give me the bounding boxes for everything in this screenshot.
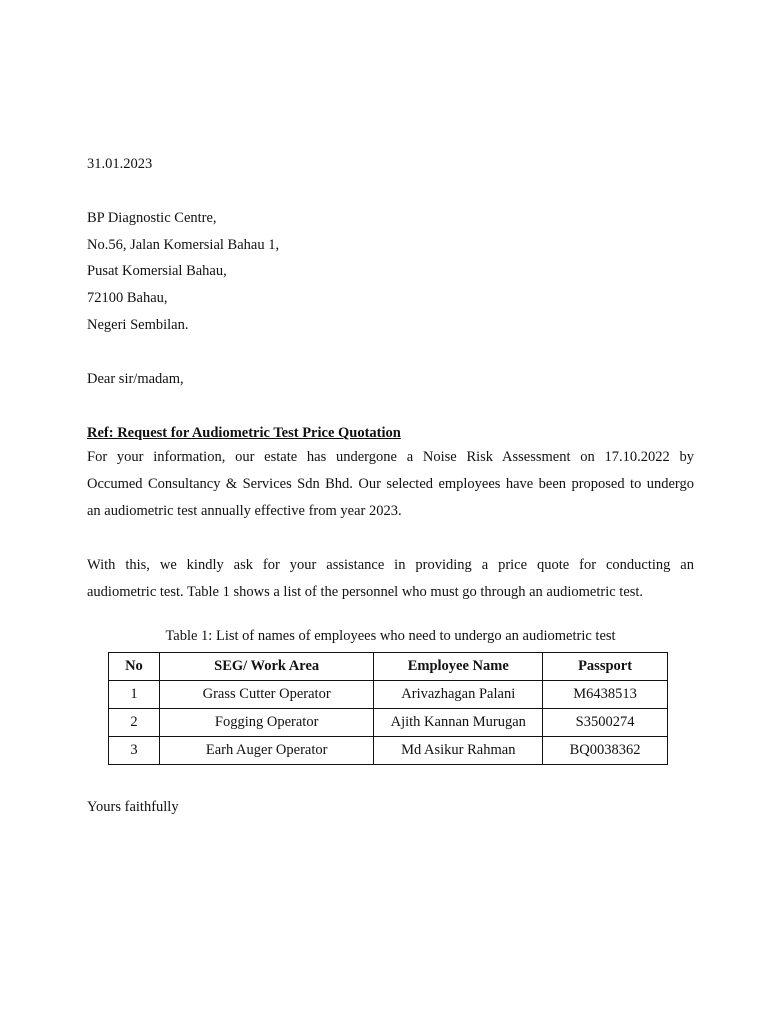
closing: Yours faithfully bbox=[87, 799, 179, 815]
table-header-row bbox=[109, 653, 668, 681]
column-header-employee-name: Employee Name bbox=[374, 653, 543, 681]
paragraph-2 bbox=[87, 552, 694, 606]
address-line: BP Diagnostic Centre, bbox=[87, 210, 217, 226]
cell-work-area: Grass Cutter Operator bbox=[159, 681, 374, 709]
cell-passport: M6438513 bbox=[543, 681, 668, 709]
cell-no: 1 bbox=[109, 681, 160, 709]
employee-table bbox=[108, 652, 668, 765]
table-row bbox=[109, 709, 668, 737]
cell-no: 2 bbox=[109, 709, 160, 737]
address-line: No.56, Jalan Komersial Bahau 1, bbox=[87, 237, 280, 253]
address-line: Negeri Sembilan. bbox=[87, 317, 189, 333]
address-line: Pusat Komersial Bahau, bbox=[87, 263, 227, 279]
table-row bbox=[109, 681, 668, 709]
cell-work-area: Earh Auger Operator bbox=[159, 737, 374, 765]
paragraph-line: For your information, our estate has undergone a Noise Risk Assessment on 17.10.2022 by bbox=[87, 449, 694, 465]
cell-employee-name: Ajith Kannan Murugan bbox=[374, 709, 543, 737]
cell-employee-name: Md Asikur Rahman bbox=[374, 737, 543, 765]
cell-work-area: Fogging Operator bbox=[159, 709, 374, 737]
column-header-work-area: SEG/ Work Area bbox=[159, 653, 374, 681]
paragraph-line: audiometric test. Table 1 shows a list of the personnel who must go through an audiometric test. bbox=[87, 584, 644, 600]
paragraph-1 bbox=[87, 444, 694, 525]
salutation: Dear sir/madam, bbox=[87, 371, 184, 387]
cell-passport: S3500274 bbox=[543, 709, 668, 737]
paragraph-line: With this, we kindly ask for your assistance in providing a price quote for conducting an bbox=[87, 557, 694, 573]
cell-employee-name: Arivazhagan Palani bbox=[374, 681, 543, 709]
paragraph-line: Occumed Consultancy & Services Sdn Bhd. Our selected employees have been proposed to undergo bbox=[87, 476, 694, 492]
cell-no: 3 bbox=[109, 737, 160, 765]
column-header-no: No bbox=[109, 653, 160, 681]
address-line: 72100 Bahau, bbox=[87, 290, 168, 306]
paragraph-line: an audiometric test annually effective from year 2023. bbox=[87, 503, 402, 519]
column-header-passport: Passport bbox=[543, 653, 668, 681]
letter-date: 31.01.2023 bbox=[87, 156, 153, 172]
cell-passport: BQ0038362 bbox=[543, 737, 668, 765]
reference-heading: Ref: Request for Audiometric Test Price Quotation bbox=[87, 425, 401, 441]
table-row bbox=[109, 737, 668, 765]
table-caption: Table 1: List of names of employees who need to undergo an audiometric test bbox=[165, 628, 616, 644]
